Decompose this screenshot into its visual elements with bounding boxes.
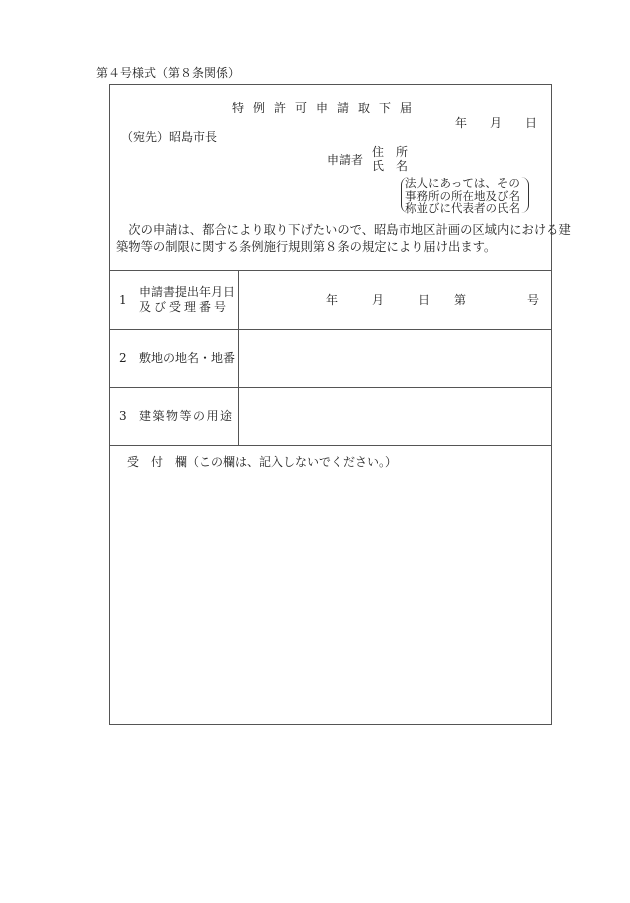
value-year: 年 bbox=[326, 293, 339, 307]
row-number: 2 bbox=[119, 351, 127, 365]
building-use-field[interactable] bbox=[239, 388, 551, 444]
applicant-label: 申請者 bbox=[327, 153, 364, 167]
value-day: 日 bbox=[418, 293, 431, 307]
addressee: （宛先）昭島市長 bbox=[121, 130, 218, 144]
address-label: 住 所 bbox=[372, 145, 409, 159]
value-dai: 第 bbox=[454, 293, 467, 307]
body-text-line: 次の申請は、都合により取り下げたいので、昭島市地区計画の区域内における建 bbox=[116, 223, 571, 237]
name-label: 氏 名 bbox=[372, 159, 409, 173]
row-label: 敷地の地名・地番 bbox=[139, 351, 236, 365]
row-label: 及び受理番号 bbox=[139, 300, 230, 314]
form-title: 特例許可申請取下届 bbox=[232, 101, 422, 115]
row-number: 3 bbox=[119, 409, 127, 423]
application-date-field[interactable] bbox=[239, 271, 551, 328]
row-label: 建築物等の用途 bbox=[139, 409, 234, 423]
date-year: 年 bbox=[455, 116, 468, 130]
value-month: 月 bbox=[372, 293, 385, 307]
row-label: 申請書提出年月日 bbox=[139, 285, 236, 299]
date-month: 月 bbox=[490, 116, 503, 130]
form-number: 第４号様式（第８条関係） bbox=[96, 66, 241, 80]
row-number: 1 bbox=[119, 293, 127, 307]
value-go: 号 bbox=[527, 293, 540, 307]
divider bbox=[109, 445, 552, 446]
reception-label: 受 付 欄（この欄は、記入しないでください。） bbox=[127, 455, 398, 469]
note-line: 法人にあっては、その bbox=[405, 176, 520, 190]
date-day: 日 bbox=[525, 116, 538, 130]
body-text-line: 築物等の制限に関する条例施行規則第８条の規定により届け出ます。 bbox=[116, 240, 497, 254]
site-location-field[interactable] bbox=[239, 330, 551, 386]
corporate-note bbox=[405, 177, 520, 215]
note-line: 事務所の所在地及び名 bbox=[405, 188, 520, 203]
note-line: 称並びに代表者の氏名 bbox=[405, 201, 520, 215]
